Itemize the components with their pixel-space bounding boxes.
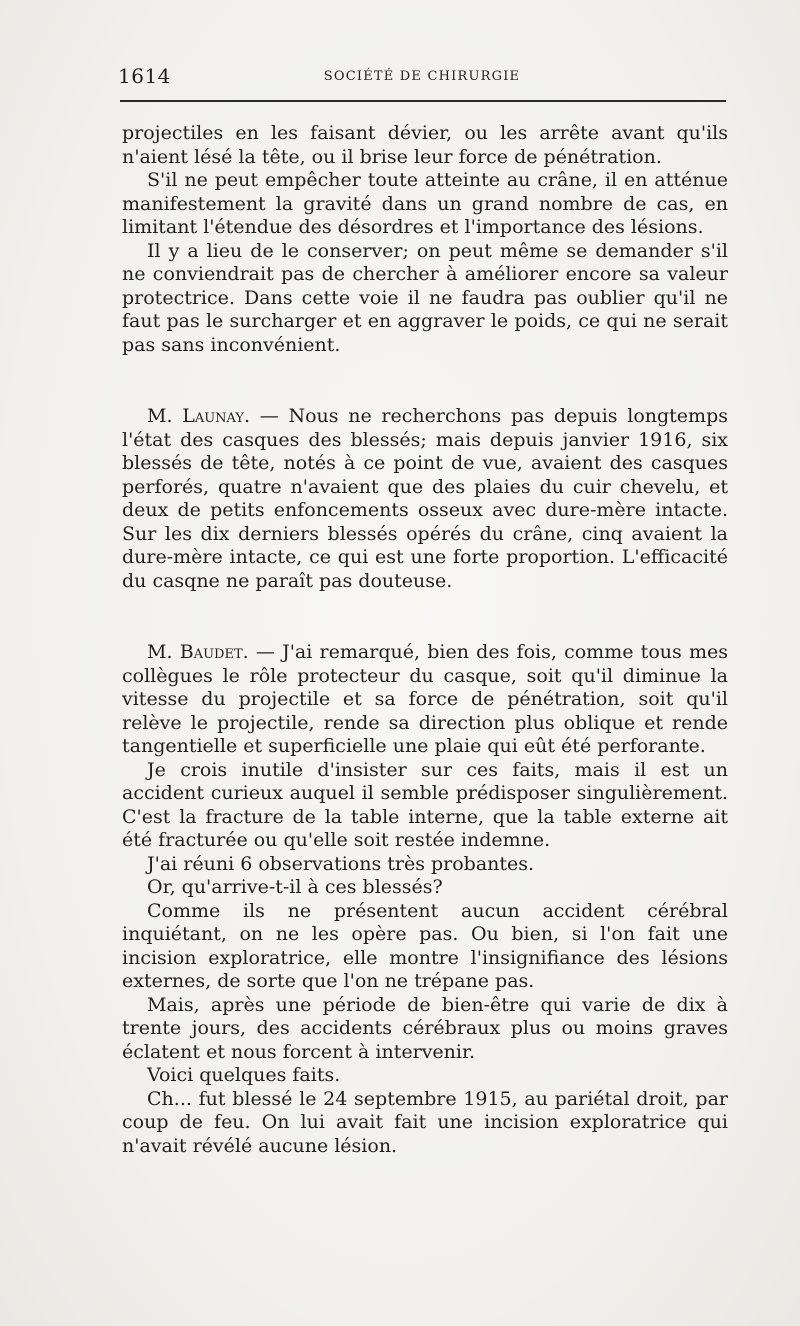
speaker-prefix: M. <box>147 405 183 427</box>
baudet-intervention <box>122 641 728 759</box>
speaker-name-launay: Launay <box>182 405 244 427</box>
launay-text: . — Nous ne recherchons pas depuis longtemps l'état des casques des blessés; mais depuis janvier 1916, six blessés de tête, notés à ce point de vue, avaient des casques perforés, quatre n'avaient que des plaies du cuir chevelu, et deux de petits enfoncements osseux avec dure-mère intacte. Sur les dix derniers blessés opérés du crâne, cinq avaient la dure-mère intacte, ce qui est une forte proportion. L'efficacité du casqne ne paraît pas douteuse. <box>122 405 728 592</box>
baudet-text: . — J'ai remarqué, bien des fois, comme tous mes collègues le rôle protecteur du casque, soit qu'il diminue la vitesse du projectile et sa force de pénétration, soit qu'il relève le projectile, rende sa direction plus oblique et rende tangentielle et superficielle une plaie qui eût été perforante. <box>122 641 728 757</box>
paragraph: J'ai réuni 6 observations très probantes. <box>147 852 535 875</box>
page-header <box>118 64 726 90</box>
header-rule <box>120 100 726 102</box>
speaker-prefix: M. <box>147 641 180 663</box>
paragraph: projectiles en les faisant dévier, ou les arrête avant qu'ils n'aient lésé la tête, ou il brise leur force de pénétration. <box>122 122 728 168</box>
section-gap <box>122 357 728 405</box>
paragraph: Mais, après une période de bien-être qui varie de dix à trente jours, des accidents cérébraux plus ou moins graves éclatent et nous forcent à intervenir. <box>122 993 728 1063</box>
paragraph: Or, qu'arrive-t-il à ces blessés? <box>147 876 443 898</box>
paragraph: Voici quelques faits. <box>147 1064 341 1086</box>
paragraph: Je crois inutile d'insister sur ces faits, mais il est un accident curieux auquel il semble prédisposer singulièrement. C'est la fracture de la table interne, que la table externe ait été fracturée ou qu'elle soit restée indemne. <box>122 758 728 851</box>
page-number: 1614 <box>118 64 171 88</box>
paragraph: Ch... fut blessé le 24 septembre 1915, au pariétal droit, par coup de feu. On lui avait fait une incision exploratrice qui n'avait révélé aucune lésion. <box>122 1087 728 1157</box>
speaker-name-baudet: Baudet <box>179 641 243 663</box>
section-gap <box>122 593 728 641</box>
paragraph: S'il ne peut empêcher toute atteinte au crâne, il en atténue manifestement la gravité dans un grand nombre de cas, en limitant l'étendue des désordres et l'importance des lésions. <box>122 169 728 238</box>
paragraph: Il y a lieu de le conserver; on peut même se demander s'il ne conviendrait pas de chercher à améliorer encore sa valeur protectrice. Dans cette voie il ne faudra pas oublier qu'il ne faut pas le surcharger et en aggraver le poids, ce qui ne serait pas sans inconvénient. <box>122 239 728 356</box>
body-text <box>122 122 728 1158</box>
running-title: SOCIÉTÉ DE CHIRURGIE <box>323 69 521 84</box>
launay-intervention <box>122 405 728 593</box>
paragraph: Comme ils ne présentent aucun accident cérébral inquiétant, on ne les opère pas. Ou bien, si l'on fait une incision exploratrice, elle montre l'insignifiance des lésions externes, de sorte que l'on ne trépane pas. <box>122 899 728 992</box>
